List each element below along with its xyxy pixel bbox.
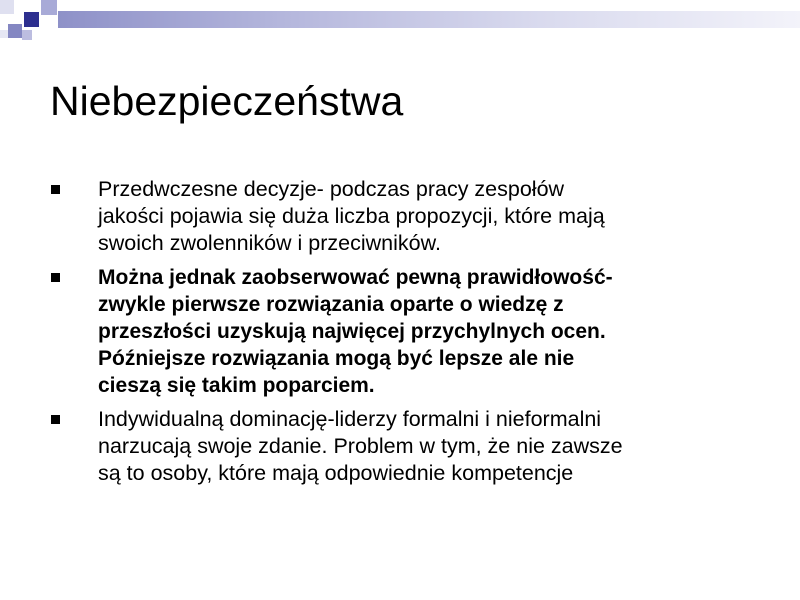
bullet-line: swoich zwolenników i przeciwników. <box>98 231 441 255</box>
square-bullet-icon <box>51 273 60 282</box>
deco-square <box>8 24 22 38</box>
bullet-list <box>51 176 771 494</box>
bullet-line: przeszłości uzyskują najwięcej przychylnych ocen. <box>98 320 606 343</box>
slide-title: Niebezpieczeństwa <box>50 78 404 124</box>
square-bullet-icon <box>51 185 60 194</box>
deco-square <box>24 12 39 27</box>
bullet-item <box>51 264 771 399</box>
deco-square <box>0 30 8 38</box>
bullet-line: Późniejsze rozwiązania mogą być lepsze ale nie <box>98 347 575 370</box>
bullet-line: Indywidualną dominację-liderzy formalni i nieformalni <box>98 407 602 431</box>
bullet-line: Przedwczesne decyzje- podczas pracy zespołów <box>98 177 565 201</box>
header-decoration <box>0 0 800 50</box>
bullet-line: Można jednak zaobserwować pewną prawidłowość- <box>98 266 613 289</box>
bullet-line: jakości pojawia się duża liczba propozycji, które mają <box>98 204 605 228</box>
bullet-item <box>51 176 771 257</box>
bullet-line: cieszą się takim poparciem. <box>98 374 375 397</box>
deco-square <box>22 30 32 40</box>
bullet-item <box>51 406 771 487</box>
bullet-line: są to osoby, które mają odpowiednie kompetencje <box>98 461 574 485</box>
square-bullet-icon <box>51 415 60 424</box>
bullet-line: zwykle pierwsze rozwiązania oparte o wiedzę z <box>98 293 564 316</box>
header-gradient-bar <box>58 11 800 28</box>
deco-square <box>41 0 57 15</box>
bullet-line: narzucają swoje zdanie. Problem w tym, że nie zawsze <box>98 434 623 458</box>
deco-square <box>0 0 14 14</box>
deco-square <box>14 0 26 10</box>
